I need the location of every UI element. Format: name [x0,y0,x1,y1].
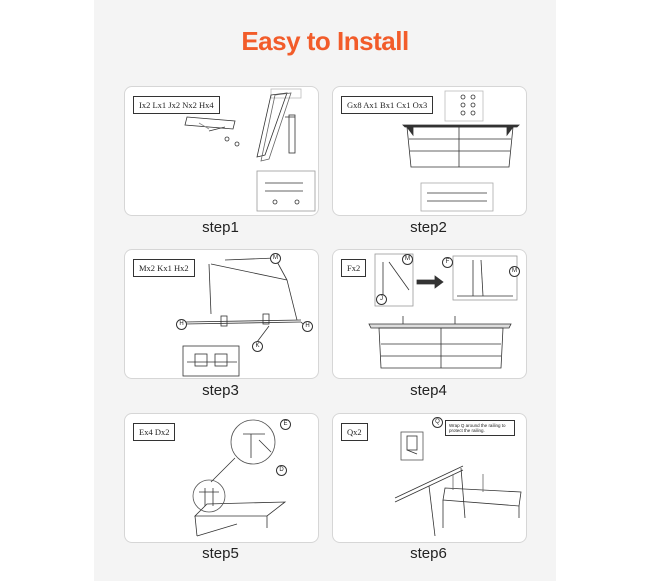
step3-callout-m: M [270,253,281,264]
step1-card [124,86,319,216]
step6-label: step6 [410,545,447,562]
step5-callout-d: D [276,465,287,476]
step4-parts-list: Fx2 [341,259,366,277]
step4-callout-j: J [376,294,387,305]
step5-callout-e: E [280,419,291,430]
step2-label: step2 [410,219,447,236]
step6-parts-list: Qx2 [341,423,368,441]
step6-card [332,413,527,543]
step5-card [124,413,319,543]
step5-label: step5 [202,545,239,562]
step4-label: step4 [410,382,447,399]
step6-callout-q: Q [432,417,443,428]
step6-note: Wrap Q around the railing to protect the railing. [445,420,515,436]
step4-callout-m: M [402,254,413,265]
step3-callout-h: H [176,319,187,330]
step3-label: step3 [202,382,239,399]
step4-callout-m: M [509,266,520,277]
step2-parts-list: Gx8 Ax1 Bx1 Cx1 Ox3 [341,96,433,114]
step3-parts-list: Mx2 Kx1 Hx2 [133,259,195,277]
step3-callout-h: H [302,321,313,332]
step3-card [124,249,319,379]
step5-parts-list: Ex4 Dx2 [133,423,175,441]
step3-callout-k: K [252,341,263,352]
step1-label: step1 [202,219,239,236]
step4-card [332,249,527,379]
page-title: Easy to Install [241,26,409,56]
step1-parts-list: Ix2 Lx1 Jx2 Nx2 Hx4 [133,96,220,114]
step4-callout-f: F [442,257,453,268]
step2-card [332,86,527,216]
